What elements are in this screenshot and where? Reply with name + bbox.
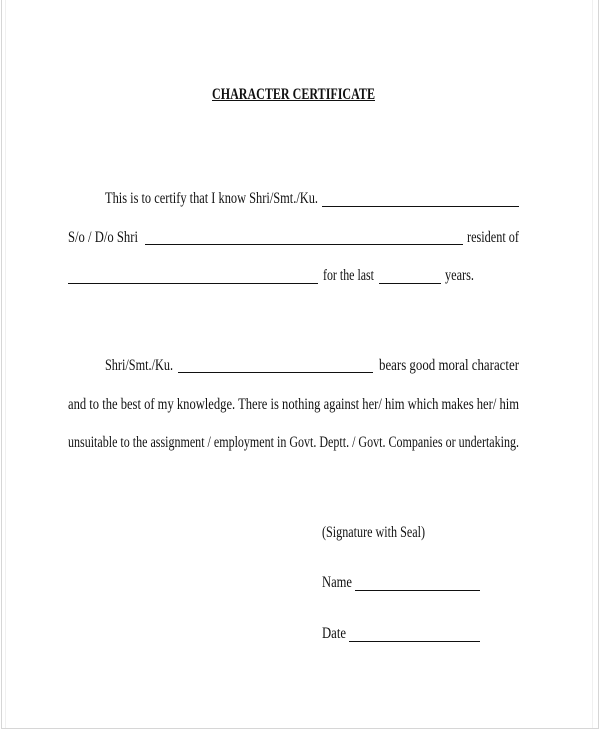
certificate-title: CHARACTER CERTIFICATE: [212, 86, 375, 103]
years-text: years.: [445, 267, 474, 284]
name-blank: [322, 206, 519, 207]
date-label: Date: [322, 625, 346, 642]
address-blank: [68, 283, 318, 284]
shri-label: Shri/Smt./Ku.: [105, 357, 173, 374]
signature-label: (Signature with Seal): [322, 524, 425, 541]
name-label: Name: [322, 574, 352, 591]
moral-character-text: bears good moral character: [379, 357, 519, 374]
certify-text: This is to certify that I know Shri/Smt./Ku.: [105, 190, 318, 207]
knowledge-text: and to the best of my knowledge. There is nothing against her/ him which makes her/ him: [68, 396, 519, 413]
parent-name-blank: [145, 244, 463, 245]
resident-of-text: resident of: [467, 229, 519, 246]
suitability-text: unsuitable to the assignment / employment in Govt. Deptt. / Govt. Companies or undertaking.: [68, 434, 519, 451]
for-the-last-text: for the last: [323, 267, 374, 284]
signatory-name-blank: [355, 590, 480, 591]
person-name-blank: [178, 372, 373, 373]
son-daughter-label: S/o / D/o Shri: [68, 229, 138, 246]
years-blank: [379, 283, 441, 284]
date-blank: [349, 641, 480, 642]
